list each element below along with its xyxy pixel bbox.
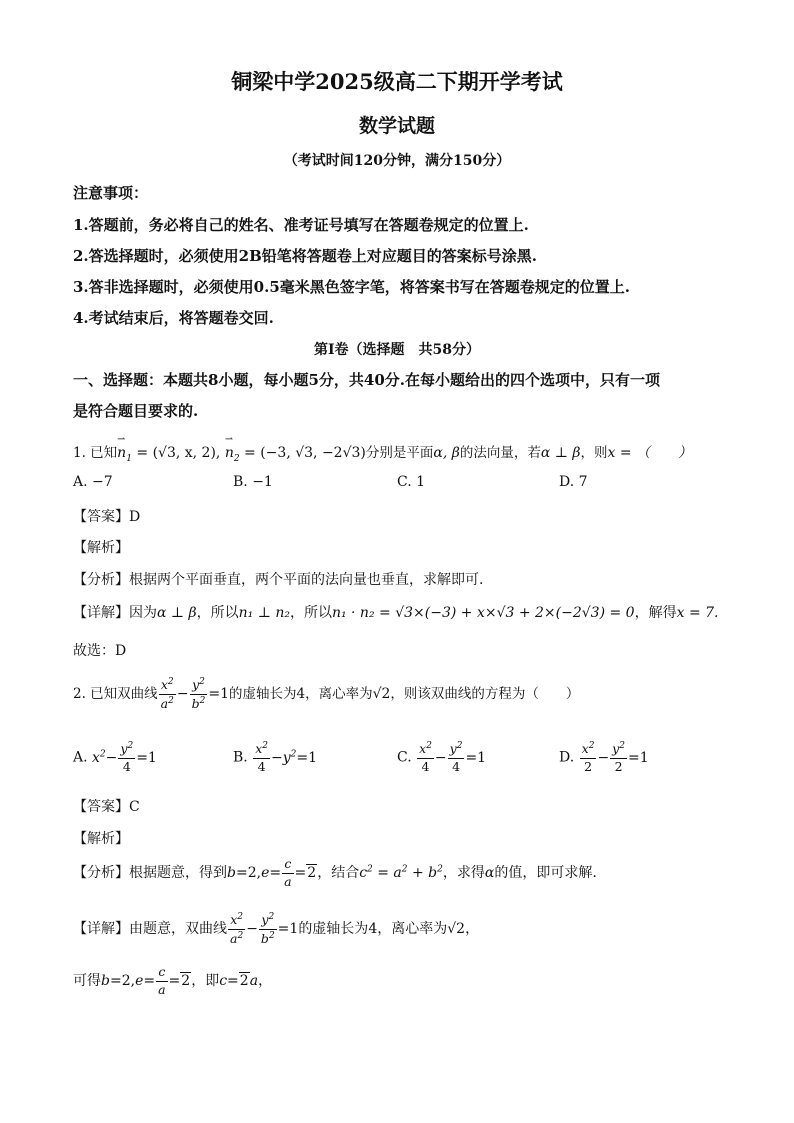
q1-option-d: D. 7 [559,474,588,490]
q2-option-c: C. $\frac{x^2}{4}$ − $\frac{y^2}{4}$ =1 [397,741,487,774]
vector-n2: ⇀ n [225,445,234,461]
note-item-3: 3.答非选择题时，必须使用0.5毫米黑色签字笔，将答案书写在答题卷规定的位置上. [73,278,630,296]
perpendicular-condition: α ⊥ β [540,445,581,461]
question-1-stem: 1. 已知⇀ $n_1 = (√3$, x, 2), ⇀ $n_2 = (-3$, √3, −2√3)分别是平面α, β的法向量，若α ⊥ β，则x = （ ） [73,441,692,464]
note-item-2: 2.答选择题时，必须使用2B铅笔将答题卷上对应题目的答案标号涂黑. [73,247,537,265]
q1-answer: 【答案】D [73,509,141,525]
section-title: 第Ⅰ卷（选择题 共58分） [313,342,481,358]
question-2-stem: 2. 已知双曲线 $\frac{x^2}{a^2}$ − $\frac{y^2}{b^2}$ =1的虚轴长为4，离心率为√2，则该双曲线的方程为（ ） [73,677,580,711]
question-1-number: 1. 已知 [73,445,118,461]
q1-result: x = 7. [676,605,719,621]
q1-detail: 【详解】因为α ⊥ β，所以n₁ ⊥ n₂，所以n₁ · n₂ = √3×(−3) + x×√3 + 2×(−2√3) = 0，解得x = 7. [73,605,719,621]
q1-analysis-label: 【解析】 [73,540,129,556]
exam-info: （考试时间120分钟，满分150分） [283,153,511,169]
q2-fenxi: 【分析】根据题意，得到b=2,e= $\frac{c}{a}$ =2，结合$c^2 = a^2 + b^2$，求得α的值，即可求解. [73,856,597,889]
q2-derivation: 可得b=2,e= $\frac{c}{a}$ =2，即c=2a， [73,964,273,997]
unknown-x: x = （ ） [607,445,692,461]
q1-option-a: A. −7 [73,474,113,490]
q1-fenxi: 【分析】根据两个平面垂直，两个平面的法向量也垂直，求解即可. [73,572,484,588]
q2-option-a: A. $x^2-$ $\frac{y^2}{4}$ =1 [73,741,157,774]
dot-product-equation: n₁ · n₂ = √3×(−3) + x×√3 + 2×(−2√3) = 0 [331,605,635,621]
normal-vectors-perp: n₁ ⊥ n₂ [238,605,290,621]
section-intro-line-2: 是符合题目要求的. [73,402,199,420]
q2-detail: 【详解】由题意，双曲线 $\frac{x^2}{a^2}$ − $\frac{y^2}{b^2}$ =1的虚轴长为4，离心率为√2， [73,912,480,946]
exam-subject: 数学试题 [358,115,435,137]
section-intro-line-1: 一、选择题：本题共8小题，每小题5分，共40分.在每小题给出的四个选项中，只有一项 [73,371,660,389]
q2-option-d: D. $\frac{x^2}{2}$ − $\frac{y^2}{2}$ =1 [559,741,649,774]
note-item-4: 4.考试结束后，将答题卷交回. [73,309,274,327]
vector-n1-value: = (√3, x, 2), [131,445,225,461]
q2-answer: 【答案】C [73,799,140,815]
q1-option-c: C. 1 [397,474,426,490]
vector-n2-value: = (−3, √3, −2√3) [239,445,366,461]
exam-title: 铜梁中学2025级高二下期开学考试 [231,69,563,94]
q2-option-b: B. $\frac{x^2}{4}$ $-y^2=1$ [233,741,318,774]
question-2-number: 2. 已知双曲线 [73,686,158,703]
planes: α, β [433,445,460,461]
note-item-1: 1.答题前，务必将自己的姓名、准考证号填写在答题卷规定的位置上. [73,216,529,234]
q1-choice: 故选：D [73,643,127,659]
hyperbola-equation: $\frac{x^2}{a^2}$ − $\frac{y^2}{b^2}$ =1 [160,677,229,711]
q2-analysis-label: 【解析】 [73,831,129,847]
q1-option-b: B. −1 [233,474,273,490]
notes-heading: 注意事项： [73,184,149,202]
vector-n1: ⇀ n [117,445,126,461]
